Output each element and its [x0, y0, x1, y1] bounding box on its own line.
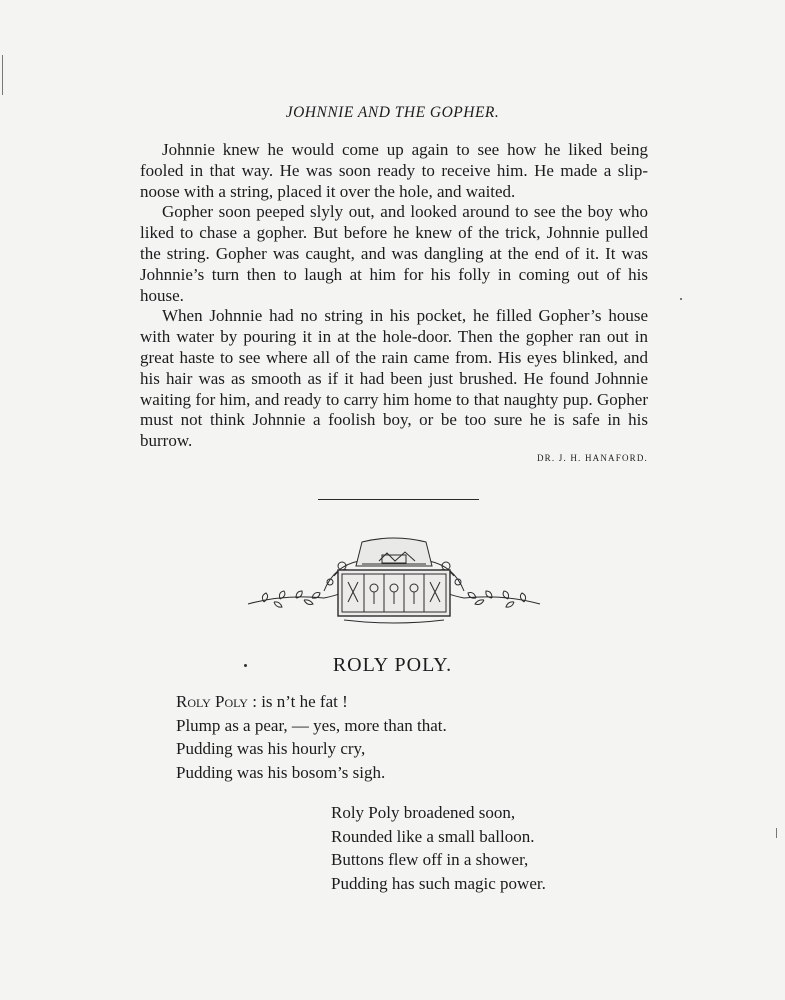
poem-line: Roly Poly broadened soon,	[331, 803, 516, 822]
poem-line: Pudding was his hourly cry,	[176, 739, 366, 758]
poem-line: Buttons flew off in a shower,	[331, 850, 529, 869]
poem-stanza-1	[176, 690, 447, 784]
scan-edge-mark	[2, 55, 3, 95]
section-divider	[318, 499, 479, 500]
story-text	[140, 140, 648, 452]
poem-line: Plump as a pear, — yes, more than that.	[176, 715, 447, 735]
poem-line	[176, 690, 447, 714]
poem-line: Pudding was his bosom’s sigh.	[176, 762, 386, 782]
poem-line-rest: : is n’t he fat !	[247, 692, 348, 711]
poem-title: ROLY POLY.	[332, 654, 453, 676]
poem-stanza-2	[331, 801, 546, 895]
scan-speck	[776, 828, 777, 838]
story-paragraph-2: Gopher soon peeped slyly out, and looked around to see the boy who liked to chase a gopher. But before he knew of the trick, Johnnie pulled the string. Gopher was caught, and was dangling at the end of it. It was Johnnie’s turn then to laugh at him for his folly in coming out of his house.	[140, 202, 648, 305]
author-byline: DR. J. H. HANAFORD.	[536, 453, 648, 463]
story-paragraph-3: When Johnnie had no string in his pocket, he filled Gopher’s house with water by pouring it in at the hole-door. Then the gopher ran out in great haste to see where all of the rain came from. His eyes blinked, and his hair was as smooth as if it had been just brushed. He found Johnnie waiting for him, and ready to carry him home to that naughty pup. Gopher must not think Johnnie a foolish boy, or be too sure he is safe in his burrow.	[140, 306, 648, 451]
story-paragraph-1: Johnnie knew he would come up again to see how he liked being fooled in that way. He was soon ready to receive him. He made a slip-noose with a string, placed it over the hole, and waited.	[140, 140, 648, 201]
running-head: JOHNNIE AND THE GOPHER.	[285, 104, 500, 121]
poem-line: Rounded like a small balloon.	[331, 826, 535, 846]
poem-line: Pudding has such magic power.	[331, 873, 546, 893]
scan-speck	[680, 298, 682, 300]
poem-name-smallcaps: Roly Poly	[176, 692, 248, 711]
floral-vignette-ornament	[244, 536, 544, 626]
